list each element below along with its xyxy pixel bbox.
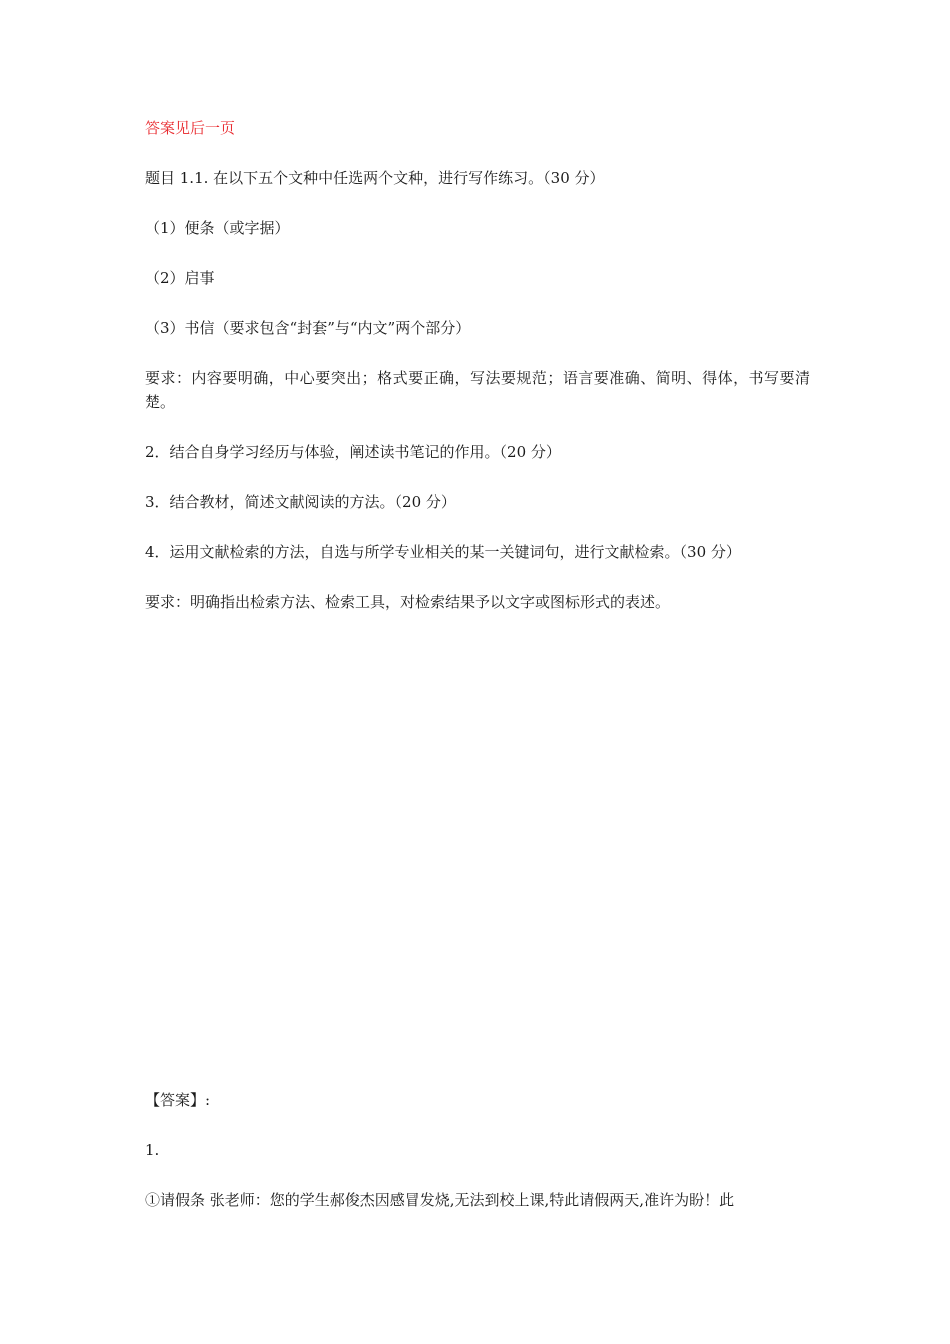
answer-1-text: ①请假条 张老师：您的学生郝俊杰因感冒发烧,无法到校上课,特此请假两天,准许为盼！此 <box>145 1191 735 1209</box>
question-1-title: 题目 1.1. 在以下五个文种中任选两个文种，进行写作练习。（30 分） <box>145 169 605 187</box>
answer-1-number: 1. <box>145 1141 160 1159</box>
question-1-option-2: （2）启事 <box>145 269 215 287</box>
question-1-option-1: （1）便条（或字据） <box>145 219 290 237</box>
answer-heading: 【答案】: <box>145 1091 211 1109</box>
question-4-requirements: 要求：明确指出检索方法、检索工具，对检索结果予以文字或图标形式的表述。 <box>145 593 671 611</box>
question-4: 4．运用文献检索的方法，自选与所学专业相关的某一关键词句，进行文献检索。（30 分） <box>145 543 741 561</box>
question-3: 3．结合教材，简述文献阅读的方法。（20 分） <box>145 493 456 511</box>
answer-notice: 答案见后一页 <box>145 119 236 137</box>
question-1-requirements: 要求：内容要明确，中心要突出；格式要正确，写法要规范；语言要准确、简明、得体，书写要清楚。 <box>145 369 810 411</box>
question-2: 2．结合自身学习经历与体验，阐述读书笔记的作用。（20 分） <box>145 443 561 461</box>
question-1-option-3: （3）书信（要求包含“封套”与“内文”两个部分） <box>145 319 471 337</box>
